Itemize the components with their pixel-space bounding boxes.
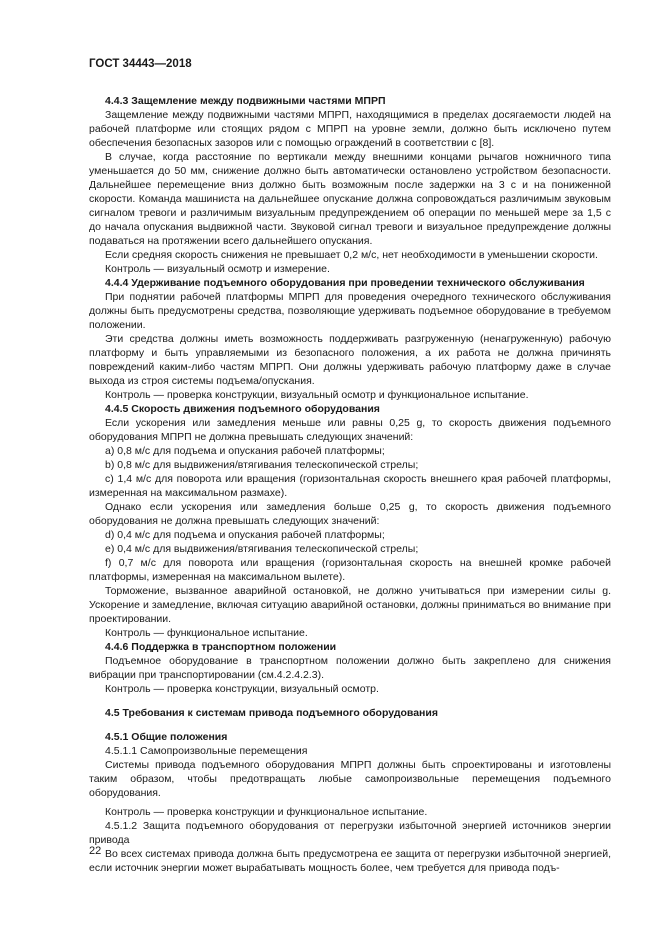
paragraph: Если средняя скорость снижения не превышает 0,2 м/с, нет необходимости в уменьшении скорости. [105, 249, 598, 261]
paragraph: В случае, когда расстояние по вертикали между внешними концами рычагов ножничного типа уменьшается до 50 мм, снижение должно быть автоматически остановлено устройством безопасности. Дальнейшее перемещение вниз должно быть возможным после задержки на 3 с и на пониженной скорости. Команда машиниста на дальнейшее опускание должна сопровождаться различимым звуковым сигналом тревоги и различимым визуальным предупреждением об операции по меньшей мере за 1,5 с до начала опускания выдвижной части. Звуковой сигнал тревоги и визуальное предупреждение должны подаваться на протяжении всего дальнейшего опускания. [89, 151, 611, 247]
paragraph: c) 1,4 м/с для поворота или вращения (горизонтальная скорость внешнего края рабочей платформы, измеренная на максимальном размахе). [89, 473, 611, 499]
section-heading: 4.5.1 Общие положения [105, 731, 228, 743]
paragraph: Контроль — визуальный осмотр и измерение. [105, 263, 330, 275]
document-body [89, 94, 611, 875]
paragraph: Защемление между подвижными частями МПРП, находящимися в пределах досягаемости людей на рабочей платформе или стоящих рядом с МПРП на уровне земли, должно быть исключено путем обеспечения безопасных зазоров или с помощью ограждений в соответствии с [8]. [89, 109, 611, 149]
paragraph: 4.5.1.2 Защита подъемного оборудования от перегрузки избыточной энергией источников энергии привода [89, 820, 611, 846]
paragraph: Во всех системах привода должна быть предусмотрена ее защита от перегрузки избыточной энергией, если источник энергии может вырабатывать мощность более, чем требуется для привода подъ- [89, 848, 611, 874]
paragraph: 4.5.1.1 Самопроизвольные перемещения [105, 745, 308, 757]
paragraph: Однако если ускорения или замедления больше 0,25 g, то скорость движения подъемного оборудования не должна превышать следующих значений: [89, 501, 611, 527]
paragraph: Торможение, вызванное аварийной остановкой, не должно учитываться при измерении силы g. Ускорение и замедление, включая ситуацию аварийной остановки, должны приниматься во внимание при проектировании. [89, 585, 611, 625]
paragraph: e) 0,4 м/с для выдвижения/втягивания телескопической стрелы; [105, 543, 419, 555]
paragraph: Подъемное оборудование в транспортном положении должно быть закреплено для снижения вибрации при транспортировании (см.4.2.4.2.3). [89, 655, 611, 681]
paragraph: Контроль — функциональное испытание. [105, 627, 308, 639]
paragraph: Системы привода подъемного оборудования МПРП должны быть спроектированы и изготовлены таким образом, чтобы предотвращать любые самопроизвольные перемещения подъемного оборудования. [89, 759, 611, 799]
paragraph: a) 0,8 м/с для подъема и опускания рабочей платформы; [105, 445, 385, 457]
section-heading: 4.4.4 Удерживание подъемного оборудования при проведении технического обслуживания [105, 277, 585, 289]
section-heading: 4.5 Требования к системам привода подъемного оборудования [105, 707, 438, 719]
document-header: ГОСТ 34443—2018 [89, 58, 192, 70]
paragraph: d) 0,4 м/с для подъема и опускания рабочей платформы; [105, 529, 385, 541]
paragraph: Контроль — проверка конструкции, визуальный осмотр. [105, 683, 379, 695]
paragraph: f) 0,7 м/с для поворота или вращения (горизонтальная скорость на внешней кромке рабочей платформы, измеренная на максимальном вылете). [89, 557, 611, 583]
paragraph: Если ускорения или замедления меньше или равны 0,25 g, то скорость движения подъемного оборудования МПРП не должна превышать следующих значений: [89, 417, 611, 443]
paragraph: При поднятии рабочей платформы МПРП для проведения очередного технического обслуживания должны быть предусмотрены средства, позволяющие удерживать подъемное оборудование в требуемом положении. [89, 291, 611, 331]
paragraph: Контроль — проверка конструкции, визуальный осмотр и функциональное испытание. [105, 389, 529, 401]
paragraph: b) 0,8 м/с для выдвижения/втягивания телескопической стрелы; [105, 459, 419, 471]
section-heading: 4.4.3 Защемление между подвижными частями МПРП [105, 95, 386, 107]
page-number: 22 [89, 845, 102, 857]
paragraph: Эти средства должны иметь возможность поддерживать разгруженную (ненагруженную) рабочую платформу и быть управляемыми из безопасного положения, а их работа не должна причинять повреждений каким-либо частям МПРП. Они должны удерживать рабочую платформу даже в случае выхода из строя системы подъема/опускания. [89, 333, 611, 387]
section-heading: 4.4.6 Поддержка в транспортном положении [105, 641, 337, 653]
section-heading: 4.4.5 Скорость движения подъемного оборудования [105, 403, 380, 415]
paragraph: Контроль — проверка конструкции и функциональное испытание. [105, 806, 428, 818]
